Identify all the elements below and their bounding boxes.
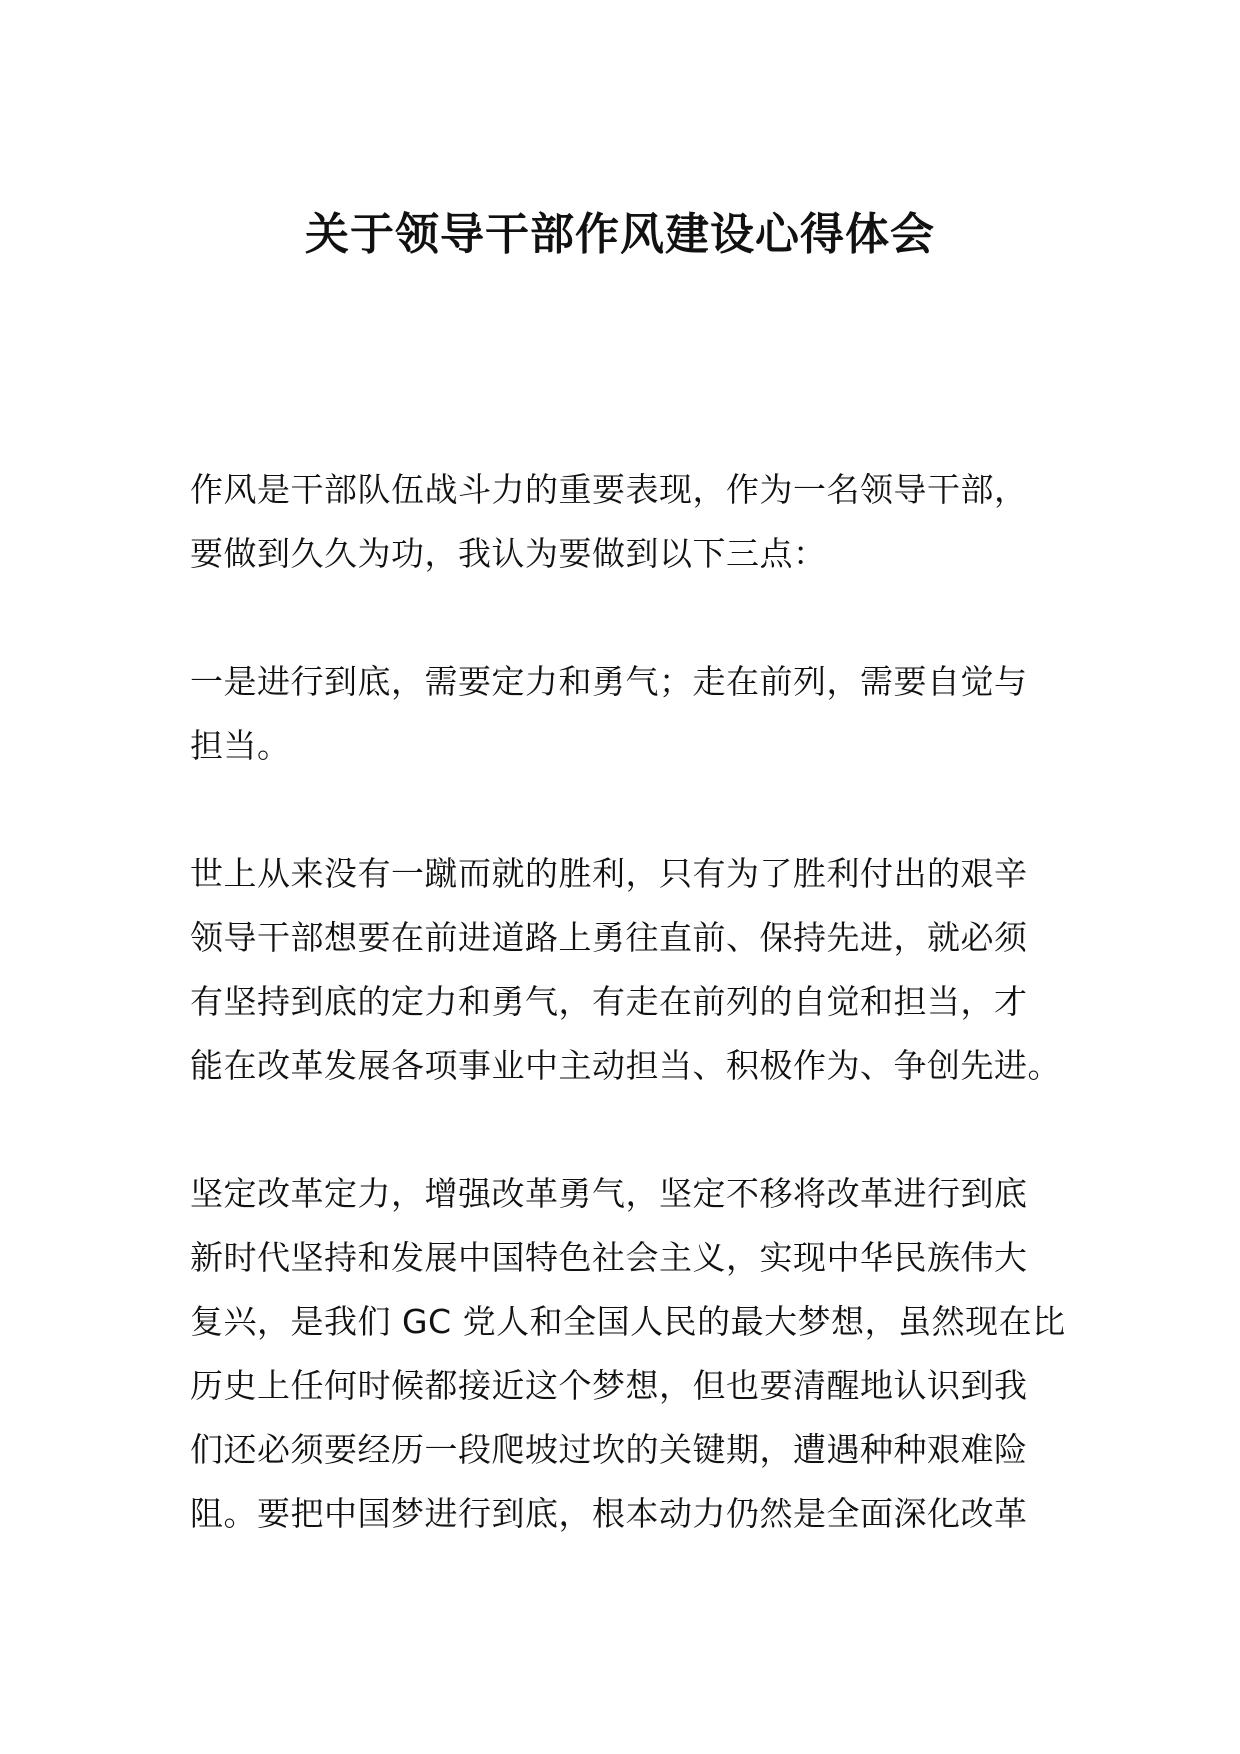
paragraph-line: 世上从来没有一蹴而就的胜利，只有为了胜利付出的艰辛 [190, 854, 1028, 893]
paragraph-line: 们还必须要经历一段爬坡过坎的关键期，遭遇种种艰难险 [190, 1430, 1028, 1469]
paragraph-point-one [190, 650, 1060, 778]
paragraph-line: 要做到久久为功，我认为要做到以下三点： [190, 534, 827, 573]
document-title: 关于领导干部作风建设心得体会 [305, 209, 935, 260]
paragraph-line: 阻。要把中国梦进行到底，根本动力仍然是全面深化改革 [190, 1494, 1028, 1533]
paragraph-line: 能在改革发展各项事业中主动担当、积极作为、争创先进。 [190, 1046, 1061, 1085]
paragraph-reform [190, 1162, 1066, 1546]
paragraph-line: 有坚持到底的定力和勇气，有走在前列的自觉和担当，才 [190, 982, 1028, 1021]
paragraph-victory [190, 842, 1060, 1098]
paragraph-line: 新时代坚持和发展中国特色社会主义，实现中华民族伟大 [190, 1238, 1028, 1277]
document-body [190, 458, 1066, 1610]
paragraph-intro [190, 458, 1060, 586]
paragraph-line: 作风是干部队伍战斗力的重要表现，作为一名领导干部， [190, 470, 1028, 509]
paragraph-line: 坚定改革定力，增强改革勇气，坚定不移将改革进行到底 [190, 1174, 1028, 1213]
paragraph-line: 一是进行到底，需要定力和勇气；走在前列，需要自觉与 [190, 662, 1028, 701]
paragraph-line: 担当。 [190, 726, 291, 765]
paragraph-line: 复兴，是我们 GC 党人和全国人民的最大梦想，虽然现在比 [190, 1302, 1066, 1341]
paragraph-line: 领导干部想要在前进道路上勇往直前、保持先进，就必须 [190, 918, 1028, 957]
paragraph-line: 历史上任何时候都接近这个梦想，但也要清醒地认识到我 [190, 1366, 1028, 1405]
